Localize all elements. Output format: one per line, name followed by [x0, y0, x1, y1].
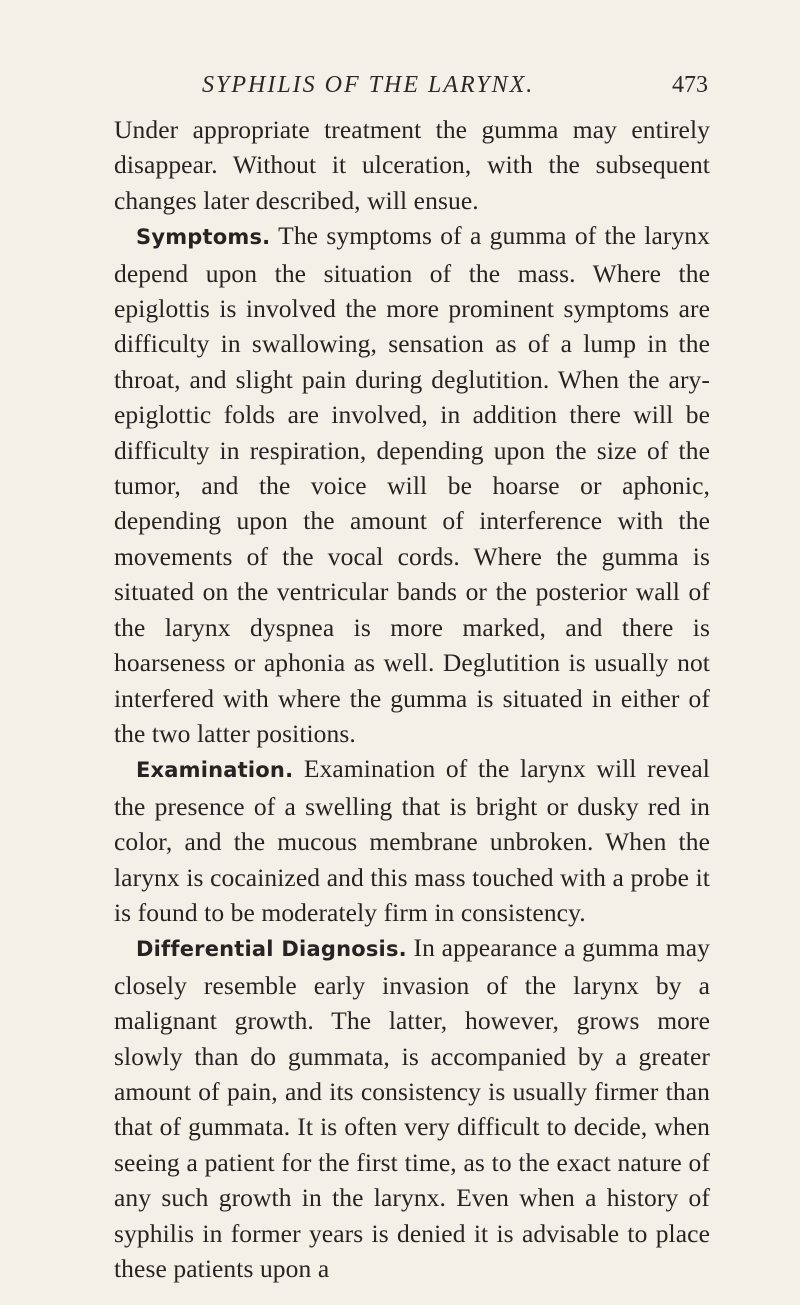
paragraph-examination: [114, 751, 710, 930]
paragraph-intro-text: Under appropriate treatment the gumma may entirely disappear. Without it ulceration, with the subsequent changes later described, will ensue.: [114, 115, 710, 215]
heading-symptoms: Symptoms.: [136, 225, 271, 250]
running-title: SYPHILIS OF THE LARYNX.: [202, 72, 535, 98]
paragraph-examination-text: Examination of the larynx will reveal the presence of a swelling that is bright or dusky red in color, and the mucous membrane unbroken. When the larynx is cocainized and this mass touched with a probe it is found to be moderately firm in consistency.: [114, 754, 710, 927]
body-text: [114, 112, 710, 1286]
paragraph-symptoms-text: The symptoms of a gumma of the larynx depend upon the situation of the mass. Where the epiglottis is involved the more prominent symptoms are difficulty in swallowing, sensation as of a lump in the throat, and slight pain during deglutition. When the ary-epiglottic folds are involved, in addition there will be difficulty in respiration, depending upon the size of the tumor, and the voice will be hoarse or aphonic, depending upon the amount of interference with the movements of the vocal cords. Where the gumma is situated on the ventricular bands or the posterior wall of the larynx dyspnea is more marked, and there is hoarseness or aphonia as well. Deglutition is usually not interfered with where the gumma is situated in either of the two latter positions.: [114, 221, 710, 748]
paragraph-differential-diagnosis: [114, 930, 710, 1286]
heading-examination: Examination.: [136, 758, 294, 783]
paragraph-intro: [114, 112, 710, 218]
paragraph-symptoms: [114, 218, 710, 751]
heading-differential-diagnosis: Differential Diagnosis.: [136, 937, 407, 962]
page-number: 473: [672, 72, 708, 98]
running-head: [114, 72, 710, 108]
paragraph-differential-diagnosis-text: In appearance a gumma may closely resemble early invasion of the larynx by a malignant growth. The latter, however, grows more slowly than do gummata, is accompanied by a greater amount of pain, and its consistency is usually firmer than that of gummata. It is often very difficult to decide, when seeing a patient for the first time, as to the exact nature of any such growth in the larynx. Even when a history of syphilis in former years is denied it is advisable to place these patients upon a: [114, 933, 710, 1283]
